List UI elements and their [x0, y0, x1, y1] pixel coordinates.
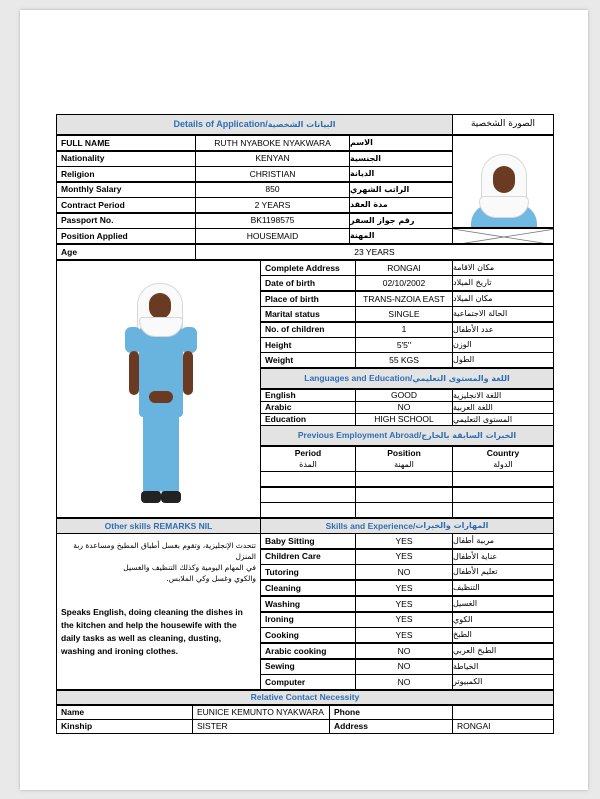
body-right-arm: [183, 351, 193, 395]
photo-title-ar: الصورة الشخصية: [452, 114, 554, 135]
details-value: TRANS-NZOIA EAST: [355, 291, 453, 307]
contact-kinship-value: SISTER: [192, 719, 330, 734]
details-label: Marital status: [260, 306, 356, 322]
languages-title-ar: اللغة والمستوى التعليمي: [412, 373, 510, 383]
personal-value: RUTH NYABOKE NYAKWARA: [195, 135, 350, 151]
personal-label-ar: مدة العقد: [349, 197, 453, 213]
skill-label: Computer: [260, 674, 356, 690]
employment-col-header: [260, 446, 356, 472]
skill-label: Children Care: [260, 549, 356, 565]
employment-empty-cell: [355, 487, 453, 503]
skill-label-ar: تعليم الأطفال: [452, 564, 554, 580]
skill-label: Baby Sitting: [260, 533, 356, 549]
details-value: SINGLE: [355, 306, 453, 322]
contact-name-label: Name: [56, 705, 193, 720]
personal-value: CHRISTIAN: [195, 166, 350, 182]
skill-label-ar: التنظيف: [452, 580, 554, 596]
employment-col-header: [355, 446, 453, 472]
details-label: Place of birth: [260, 291, 356, 307]
language-label-ar: اللغة العربية: [452, 401, 554, 414]
employment-empty-cell: [452, 502, 554, 518]
employment-empty-cell: [260, 502, 356, 518]
employment-empty-cell: [260, 471, 356, 487]
details-value: 02/10/2002: [355, 275, 453, 291]
personal-value: 2 YEARS: [195, 197, 350, 213]
portrait-scarf: [479, 196, 529, 218]
crossed-empty-cell: [452, 228, 554, 244]
language-label: Education: [260, 413, 356, 426]
language-label-ar: المستوى التعليمي: [452, 413, 554, 426]
personal-value: 850: [195, 182, 350, 198]
details-title: Details of Application: [173, 119, 266, 129]
other-skills-box: [56, 533, 261, 690]
skill-label: Washing: [260, 596, 356, 612]
personal-value: KENYAN: [195, 151, 350, 167]
skill-label: Sewing: [260, 659, 356, 675]
personal-label-ar: الديانة: [349, 166, 453, 182]
details-value: 55 KGS: [355, 352, 453, 368]
body-left-arm: [129, 351, 139, 395]
portrait-face: [493, 166, 515, 193]
skill-value: NO: [355, 564, 453, 580]
language-label: English: [260, 389, 356, 402]
skill-value: YES: [355, 596, 453, 612]
details-header: [56, 114, 453, 135]
employment-col-header: [452, 446, 554, 472]
contact-header: Relative Contact Necessity: [56, 690, 554, 705]
body-right-sleeve: [181, 327, 197, 353]
contact-address-value: RONGAI: [452, 719, 554, 734]
employment-col-en: Period: [294, 448, 322, 459]
skill-label: Arabic cooking: [260, 643, 356, 659]
body-left-leg: [143, 413, 161, 493]
personal-label: Monthly Salary: [56, 182, 196, 198]
cross-lines-icon: [453, 229, 554, 244]
age-label: Age: [56, 244, 196, 260]
details-label: Date of birth: [260, 275, 356, 291]
contact-phone-label: Phone: [329, 705, 453, 720]
language-value: GOOD: [355, 389, 453, 402]
personal-label-ar: الاسم: [349, 135, 453, 151]
skill-label-ar: الغسيل: [452, 596, 554, 612]
contact-name-value: EUNICE KEMUNTO NYAKWARA: [192, 705, 330, 720]
skill-label-ar: الكمبيوتر: [452, 674, 554, 690]
employment-empty-cell: [355, 502, 453, 518]
skill-label: Tutoring: [260, 564, 356, 580]
other-skills-arabic: [61, 540, 256, 584]
personal-label: Nationality: [56, 151, 196, 167]
portrait-photo: [452, 135, 554, 228]
personal-label-ar: الجنسية: [349, 151, 453, 167]
details-label-ar: الوزن: [452, 337, 554, 353]
skill-label-ar: الخياطة: [452, 659, 554, 675]
skill-label: Cooking: [260, 627, 356, 643]
details-label-ar: مكان الاقامة: [452, 260, 554, 276]
skill-label-ar: الطبخ العربي: [452, 643, 554, 659]
details-title-ar: البيانات الشخصية: [267, 119, 336, 129]
employment-col-ar: الدولة: [493, 459, 513, 469]
languages-header: [260, 368, 554, 389]
personal-value: HOUSEMAID: [195, 228, 350, 244]
languages-sep: /: [410, 373, 413, 384]
language-label-ar: اللغة الانجليزية: [452, 389, 554, 402]
language-label: Arabic: [260, 401, 356, 414]
employment-col-en: Position: [387, 448, 421, 459]
personal-label-ar: المهنة: [349, 228, 453, 244]
personal-label: Passport No.: [56, 213, 196, 229]
personal-label: Religion: [56, 166, 196, 182]
body-right-leg: [161, 413, 179, 493]
details-label-ar: تاريخ الميلاد: [452, 275, 554, 291]
body-right-shoe: [161, 491, 181, 503]
languages-title: Languages and Education: [304, 373, 411, 384]
employment-empty-cell: [260, 487, 356, 503]
employment-col-ar: المدة: [299, 459, 317, 469]
arabic-line-2: في المهام اليومية وكذلك التنظيف والغسيل: [123, 563, 256, 572]
details-label: Weight: [260, 352, 356, 368]
details-sep: /: [265, 119, 268, 129]
employment-empty-cell: [452, 487, 554, 503]
cv-page: [20, 10, 588, 790]
skill-value: YES: [355, 612, 453, 628]
skill-label-ar: مربية أطفال: [452, 533, 554, 549]
employment-empty-cell: [452, 471, 554, 487]
details-value: 1: [355, 322, 453, 338]
body-left-shoe: [141, 491, 161, 503]
skill-value: NO: [355, 674, 453, 690]
details-label: Height: [260, 337, 356, 353]
details-label-ar: الطول: [452, 352, 554, 368]
details-label-ar: مكان الميلاد: [452, 291, 554, 307]
employment-col-en: Country: [486, 448, 520, 459]
employment-sep: /: [418, 430, 422, 441]
body-face: [149, 293, 171, 319]
employment-title: Previous Employment Abroad: [297, 430, 419, 441]
employment-col-ar: المهنة: [394, 459, 414, 469]
details-value: RONGAI: [355, 260, 453, 276]
arabic-line-1: تتحدث الإنجليزية، وتقوم بغسل أطباق المطبخ ومساعدة ربة المنزل: [73, 541, 256, 561]
details-label-ar: عدد الأطفال: [452, 322, 554, 338]
contact-phone-value: [452, 705, 554, 720]
full-body-photo: [56, 260, 261, 518]
age-value: 23 YEARS: [195, 244, 554, 260]
skill-value: YES: [355, 533, 453, 549]
arabic-line-3: والكوي وغسل وكي الملابس.: [166, 574, 256, 583]
body-scrub-top: [139, 325, 183, 417]
skill-value: YES: [355, 627, 453, 643]
personal-label-ar: الراتب الشهري: [349, 182, 453, 198]
contact-kinship-label: Kinship: [56, 719, 193, 734]
skill-label-ar: الكوي: [452, 612, 554, 628]
employment-header: [260, 425, 554, 446]
contact-address-label: Address: [329, 719, 453, 734]
skills-title-ar: المهارات والخبرات: [415, 521, 489, 530]
body-left-sleeve: [125, 327, 141, 353]
skill-label: Cleaning: [260, 580, 356, 596]
details-label: Complete Address: [260, 260, 356, 276]
personal-label: Position Applied: [56, 228, 196, 244]
details-label-ar: الحالة الاجتماعية: [452, 306, 554, 322]
skill-value: YES: [355, 580, 453, 596]
personal-label: FULL NAME: [56, 135, 196, 151]
other-skills-header: Other skills REMARKS NIL: [56, 518, 261, 534]
employment-empty-cell: [355, 471, 453, 487]
skill-label: Ironing: [260, 612, 356, 628]
skill-label-ar: الطبخ: [452, 627, 554, 643]
language-value: NO: [355, 401, 453, 414]
skill-value: NO: [355, 643, 453, 659]
skill-value: YES: [355, 549, 453, 565]
language-value: HIGH SCHOOL: [355, 413, 453, 426]
skill-value: NO: [355, 659, 453, 675]
skills-title: Skills and Experience: [325, 520, 413, 531]
skills-header: [260, 518, 554, 534]
skills-sep: /: [412, 520, 416, 531]
body-hands: [149, 391, 173, 403]
employment-title-ar: الخبرات السابقة بالخارج: [421, 430, 517, 440]
personal-label: Contract Period: [56, 197, 196, 213]
personal-value: BK1198575: [195, 213, 350, 229]
other-skills-english: Speaks English, doing cleaning the dishes in the kitchen and help the housewife with the daily tasks as well as cleaning, dusting, washing and ironing clothes.: [61, 607, 243, 656]
details-label: No. of children: [260, 322, 356, 338]
personal-label-ar: رقم جواز السفر: [349, 213, 453, 229]
skill-label-ar: عناية الأطفال: [452, 549, 554, 565]
details-value: 5'5'': [355, 337, 453, 353]
